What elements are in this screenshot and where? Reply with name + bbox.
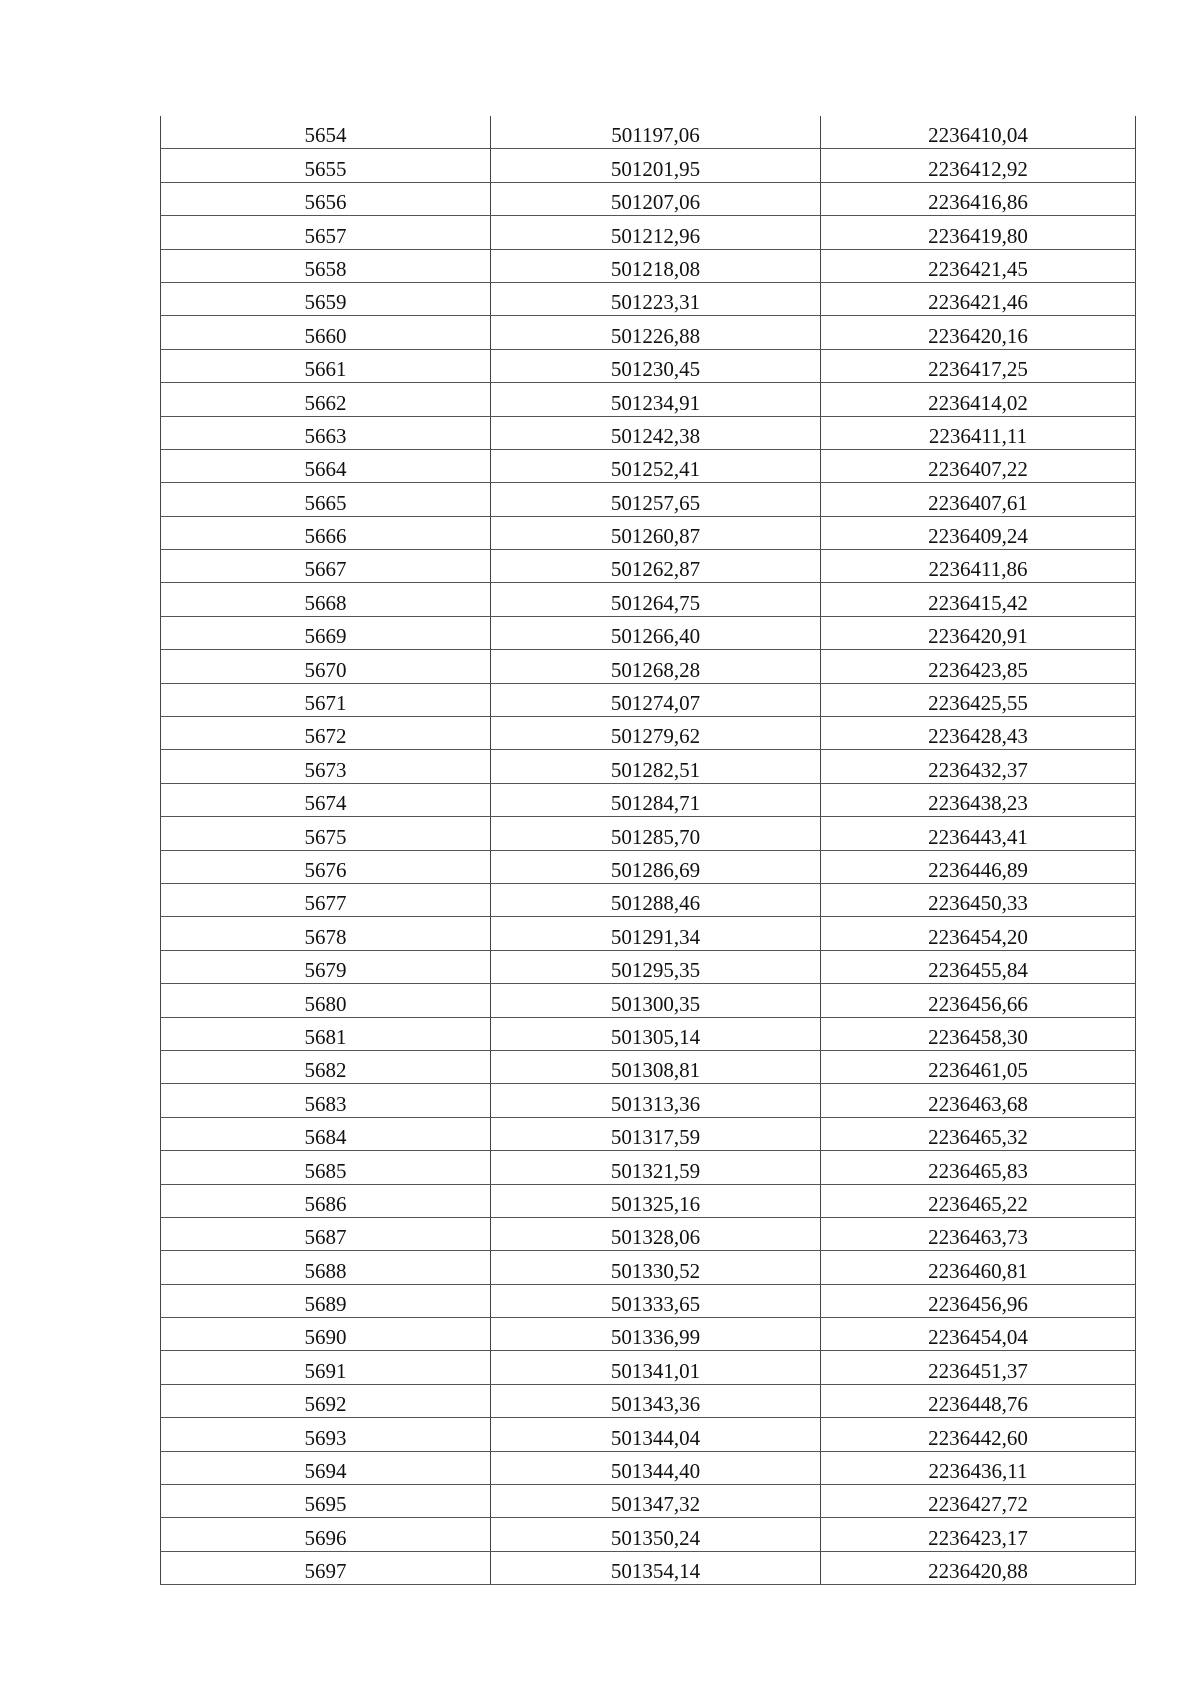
x-coordinate-cell: 501268,28 [491, 650, 821, 683]
point-number-cell: 5681 [161, 1017, 491, 1050]
table-row [161, 1217, 1136, 1250]
y-coordinate-cell: 2236443,41 [821, 817, 1136, 850]
y-coordinate-cell: 2236415,42 [821, 583, 1136, 616]
x-coordinate-cell: 501347,32 [491, 1485, 821, 1518]
x-coordinate-cell: 501288,46 [491, 883, 821, 916]
point-number-cell: 5686 [161, 1184, 491, 1217]
y-coordinate-cell: 2236425,55 [821, 683, 1136, 716]
x-coordinate-cell: 501330,52 [491, 1251, 821, 1284]
x-coordinate-cell: 501284,71 [491, 783, 821, 816]
y-coordinate-cell: 2236432,37 [821, 750, 1136, 783]
x-coordinate-cell: 501313,36 [491, 1084, 821, 1117]
table-row [161, 182, 1136, 215]
point-number-cell: 5680 [161, 984, 491, 1017]
point-number-cell: 5689 [161, 1284, 491, 1317]
x-coordinate-cell: 501260,87 [491, 516, 821, 549]
coordinates-table-body [161, 116, 1136, 1585]
y-coordinate-cell: 2236458,30 [821, 1017, 1136, 1050]
y-coordinate-cell: 2236409,24 [821, 516, 1136, 549]
y-coordinate-cell: 2236465,22 [821, 1184, 1136, 1217]
y-coordinate-cell: 2236455,84 [821, 950, 1136, 983]
point-number-cell: 5695 [161, 1485, 491, 1518]
table-row [161, 1117, 1136, 1150]
y-coordinate-cell: 2236419,80 [821, 216, 1136, 249]
table-row [161, 1084, 1136, 1117]
y-coordinate-cell: 2236456,66 [821, 984, 1136, 1017]
x-coordinate-cell: 501262,87 [491, 550, 821, 583]
y-coordinate-cell: 2236414,02 [821, 383, 1136, 416]
x-coordinate-cell: 501264,75 [491, 583, 821, 616]
point-number-cell: 5693 [161, 1418, 491, 1451]
table-row [161, 1318, 1136, 1351]
table-row [161, 1551, 1136, 1584]
point-number-cell: 5655 [161, 149, 491, 182]
x-coordinate-cell: 501321,59 [491, 1151, 821, 1184]
y-coordinate-cell: 2236456,96 [821, 1284, 1136, 1317]
point-number-cell: 5665 [161, 483, 491, 516]
table-row [161, 149, 1136, 182]
point-number-cell: 5654 [161, 116, 491, 149]
table-row [161, 1384, 1136, 1417]
x-coordinate-cell: 501212,96 [491, 216, 821, 249]
table-row [161, 1518, 1136, 1551]
y-coordinate-cell: 2236407,22 [821, 449, 1136, 482]
table-row [161, 650, 1136, 683]
point-number-cell: 5657 [161, 216, 491, 249]
y-coordinate-cell: 2236410,04 [821, 116, 1136, 149]
table-row [161, 1485, 1136, 1518]
y-coordinate-cell: 2236436,11 [821, 1451, 1136, 1484]
point-number-cell: 5656 [161, 182, 491, 215]
y-coordinate-cell: 2236465,32 [821, 1117, 1136, 1150]
y-coordinate-cell: 2236465,83 [821, 1151, 1136, 1184]
point-number-cell: 5697 [161, 1551, 491, 1584]
point-number-cell: 5694 [161, 1451, 491, 1484]
x-coordinate-cell: 501317,59 [491, 1117, 821, 1150]
x-coordinate-cell: 501344,40 [491, 1451, 821, 1484]
point-number-cell: 5692 [161, 1384, 491, 1417]
x-coordinate-cell: 501197,06 [491, 116, 821, 149]
x-coordinate-cell: 501328,06 [491, 1217, 821, 1250]
x-coordinate-cell: 501201,95 [491, 149, 821, 182]
point-number-cell: 5675 [161, 817, 491, 850]
x-coordinate-cell: 501333,65 [491, 1284, 821, 1317]
point-number-cell: 5696 [161, 1518, 491, 1551]
y-coordinate-cell: 2236427,72 [821, 1485, 1136, 1518]
x-coordinate-cell: 501300,35 [491, 984, 821, 1017]
x-coordinate-cell: 501226,88 [491, 316, 821, 349]
y-coordinate-cell: 2236448,76 [821, 1384, 1136, 1417]
table-row [161, 583, 1136, 616]
point-number-cell: 5663 [161, 416, 491, 449]
point-number-cell: 5676 [161, 850, 491, 883]
table-row [161, 717, 1136, 750]
x-coordinate-cell: 501325,16 [491, 1184, 821, 1217]
x-coordinate-cell: 501291,34 [491, 917, 821, 950]
table-row [161, 616, 1136, 649]
point-number-cell: 5679 [161, 950, 491, 983]
coordinates-table [160, 116, 1136, 1585]
y-coordinate-cell: 2236407,61 [821, 483, 1136, 516]
table-row [161, 1451, 1136, 1484]
y-coordinate-cell: 2236417,25 [821, 349, 1136, 382]
y-coordinate-cell: 2236420,88 [821, 1551, 1136, 1584]
table-row [161, 917, 1136, 950]
table-row [161, 850, 1136, 883]
y-coordinate-cell: 2236454,20 [821, 917, 1136, 950]
point-number-cell: 5682 [161, 1050, 491, 1083]
y-coordinate-cell: 2236428,43 [821, 717, 1136, 750]
table-row [161, 950, 1136, 983]
point-number-cell: 5670 [161, 650, 491, 683]
y-coordinate-cell: 2236446,89 [821, 850, 1136, 883]
x-coordinate-cell: 501274,07 [491, 683, 821, 716]
y-coordinate-cell: 2236411,86 [821, 550, 1136, 583]
table-row [161, 1017, 1136, 1050]
y-coordinate-cell: 2236412,92 [821, 149, 1136, 182]
point-number-cell: 5667 [161, 550, 491, 583]
x-coordinate-cell: 501257,65 [491, 483, 821, 516]
table-row [161, 984, 1136, 1017]
x-coordinate-cell: 501308,81 [491, 1050, 821, 1083]
table-row [161, 516, 1136, 549]
table-row [161, 1184, 1136, 1217]
point-number-cell: 5687 [161, 1217, 491, 1250]
table-row [161, 483, 1136, 516]
table-row [161, 249, 1136, 282]
x-coordinate-cell: 501242,38 [491, 416, 821, 449]
x-coordinate-cell: 501350,24 [491, 1518, 821, 1551]
x-coordinate-cell: 501282,51 [491, 750, 821, 783]
y-coordinate-cell: 2236442,60 [821, 1418, 1136, 1451]
x-coordinate-cell: 501295,35 [491, 950, 821, 983]
table-row [161, 783, 1136, 816]
point-number-cell: 5683 [161, 1084, 491, 1117]
point-number-cell: 5662 [161, 383, 491, 416]
y-coordinate-cell: 2236423,85 [821, 650, 1136, 683]
y-coordinate-cell: 2236454,04 [821, 1318, 1136, 1351]
y-coordinate-cell: 2236420,91 [821, 616, 1136, 649]
point-number-cell: 5673 [161, 750, 491, 783]
y-coordinate-cell: 2236438,23 [821, 783, 1136, 816]
x-coordinate-cell: 501343,36 [491, 1384, 821, 1417]
table-row [161, 282, 1136, 315]
x-coordinate-cell: 501207,06 [491, 182, 821, 215]
point-number-cell: 5684 [161, 1117, 491, 1150]
table-row [161, 750, 1136, 783]
y-coordinate-cell: 2236451,37 [821, 1351, 1136, 1384]
table-row [161, 1151, 1136, 1184]
table-row [161, 1284, 1136, 1317]
table-row [161, 550, 1136, 583]
point-number-cell: 5678 [161, 917, 491, 950]
y-coordinate-cell: 2236463,68 [821, 1084, 1136, 1117]
x-coordinate-cell: 501286,69 [491, 850, 821, 883]
y-coordinate-cell: 2236450,33 [821, 883, 1136, 916]
point-number-cell: 5664 [161, 449, 491, 482]
x-coordinate-cell: 501354,14 [491, 1551, 821, 1584]
table-row [161, 1418, 1136, 1451]
table-row [161, 216, 1136, 249]
y-coordinate-cell: 2236421,46 [821, 282, 1136, 315]
point-number-cell: 5688 [161, 1251, 491, 1284]
point-number-cell: 5669 [161, 616, 491, 649]
point-number-cell: 5691 [161, 1351, 491, 1384]
table-row [161, 1251, 1136, 1284]
point-number-cell: 5661 [161, 349, 491, 382]
x-coordinate-cell: 501336,99 [491, 1318, 821, 1351]
y-coordinate-cell: 2236416,86 [821, 182, 1136, 215]
table-row [161, 817, 1136, 850]
point-number-cell: 5672 [161, 717, 491, 750]
table-row [161, 683, 1136, 716]
point-number-cell: 5666 [161, 516, 491, 549]
y-coordinate-cell: 2236423,17 [821, 1518, 1136, 1551]
x-coordinate-cell: 501218,08 [491, 249, 821, 282]
point-number-cell: 5671 [161, 683, 491, 716]
x-coordinate-cell: 501279,62 [491, 717, 821, 750]
table-row [161, 416, 1136, 449]
table-row [161, 383, 1136, 416]
table-row [161, 883, 1136, 916]
point-number-cell: 5674 [161, 783, 491, 816]
point-number-cell: 5685 [161, 1151, 491, 1184]
y-coordinate-cell: 2236411,11 [821, 416, 1136, 449]
point-number-cell: 5690 [161, 1318, 491, 1351]
x-coordinate-cell: 501266,40 [491, 616, 821, 649]
point-number-cell: 5677 [161, 883, 491, 916]
x-coordinate-cell: 501230,45 [491, 349, 821, 382]
point-number-cell: 5658 [161, 249, 491, 282]
point-number-cell: 5660 [161, 316, 491, 349]
table-row [161, 316, 1136, 349]
table-row [161, 116, 1136, 149]
table-row [161, 1351, 1136, 1384]
table-row [161, 1050, 1136, 1083]
y-coordinate-cell: 2236460,81 [821, 1251, 1136, 1284]
x-coordinate-cell: 501223,31 [491, 282, 821, 315]
table-row [161, 349, 1136, 382]
x-coordinate-cell: 501285,70 [491, 817, 821, 850]
y-coordinate-cell: 2236421,45 [821, 249, 1136, 282]
x-coordinate-cell: 501305,14 [491, 1017, 821, 1050]
x-coordinate-cell: 501341,01 [491, 1351, 821, 1384]
table-row [161, 449, 1136, 482]
y-coordinate-cell: 2236461,05 [821, 1050, 1136, 1083]
x-coordinate-cell: 501344,04 [491, 1418, 821, 1451]
point-number-cell: 5668 [161, 583, 491, 616]
x-coordinate-cell: 501252,41 [491, 449, 821, 482]
x-coordinate-cell: 501234,91 [491, 383, 821, 416]
y-coordinate-cell: 2236420,16 [821, 316, 1136, 349]
point-number-cell: 5659 [161, 282, 491, 315]
y-coordinate-cell: 2236463,73 [821, 1217, 1136, 1250]
